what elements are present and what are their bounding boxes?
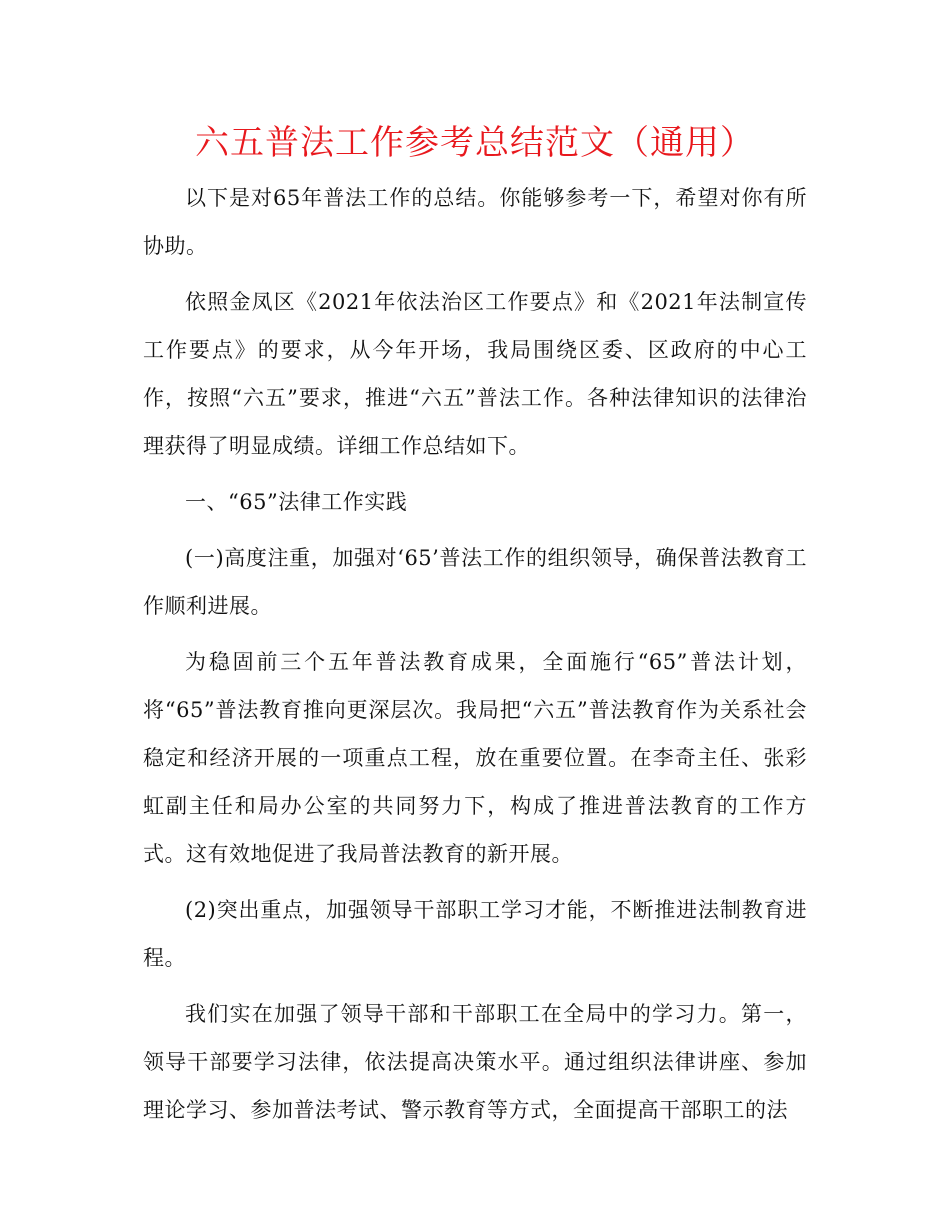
section-heading-1: 一、“65”法律工作实践	[185, 490, 408, 514]
subsection-heading-2: (2)突出重点，加强领导干部职工学习才能，不断推进法制教育进程。	[143, 898, 807, 970]
document-title: 六五普法工作参考总结范文（通用）	[195, 123, 755, 163]
document-page	[143, 116, 807, 1142]
subsection-heading-1: (一)高度注重，加强对‘65’普法工作的组织领导，确保普法教育工作顺利进展。	[143, 546, 807, 618]
paragraph-learning: 我们实在加强了领导干部和干部职工在全局中的学习力。第一，领导干部要学习法律，依法提高决策水平。通过组织法律讲座、参加理论学习、参加普法考试、警示教育等方式，全面提高干部职工的法	[143, 1002, 807, 1122]
paragraph-basis: 依照金凤区《2021年依法治区工作要点》和《2021年法制宣传工作要点》的要求，从今年开场，我局围绕区委、区政府的中心工作，按照“六五”要求，推进“六五”普法工作。各种法律知识的法律治理获得了明显成绩。详细工作总结如下。	[143, 290, 807, 458]
paragraph-intro: 以下是对65年普法工作的总结。你能够参考一下，希望对你有所协助。	[143, 186, 807, 258]
paragraph-consolidate: 为稳固前三个五年普法教育成果，全面施行“65”普法计划，将“65”普法教育推向更深层次。我局把“六五”普法教育作为关系社会稳定和经济开展的一项重点工程，放在重要位置。在李奇主任、张彩虹副主任和局办公室的共同努力下，构成了推进普法教育的工作方式。这有效地促进了我局普法教育的新开展。	[143, 650, 807, 866]
